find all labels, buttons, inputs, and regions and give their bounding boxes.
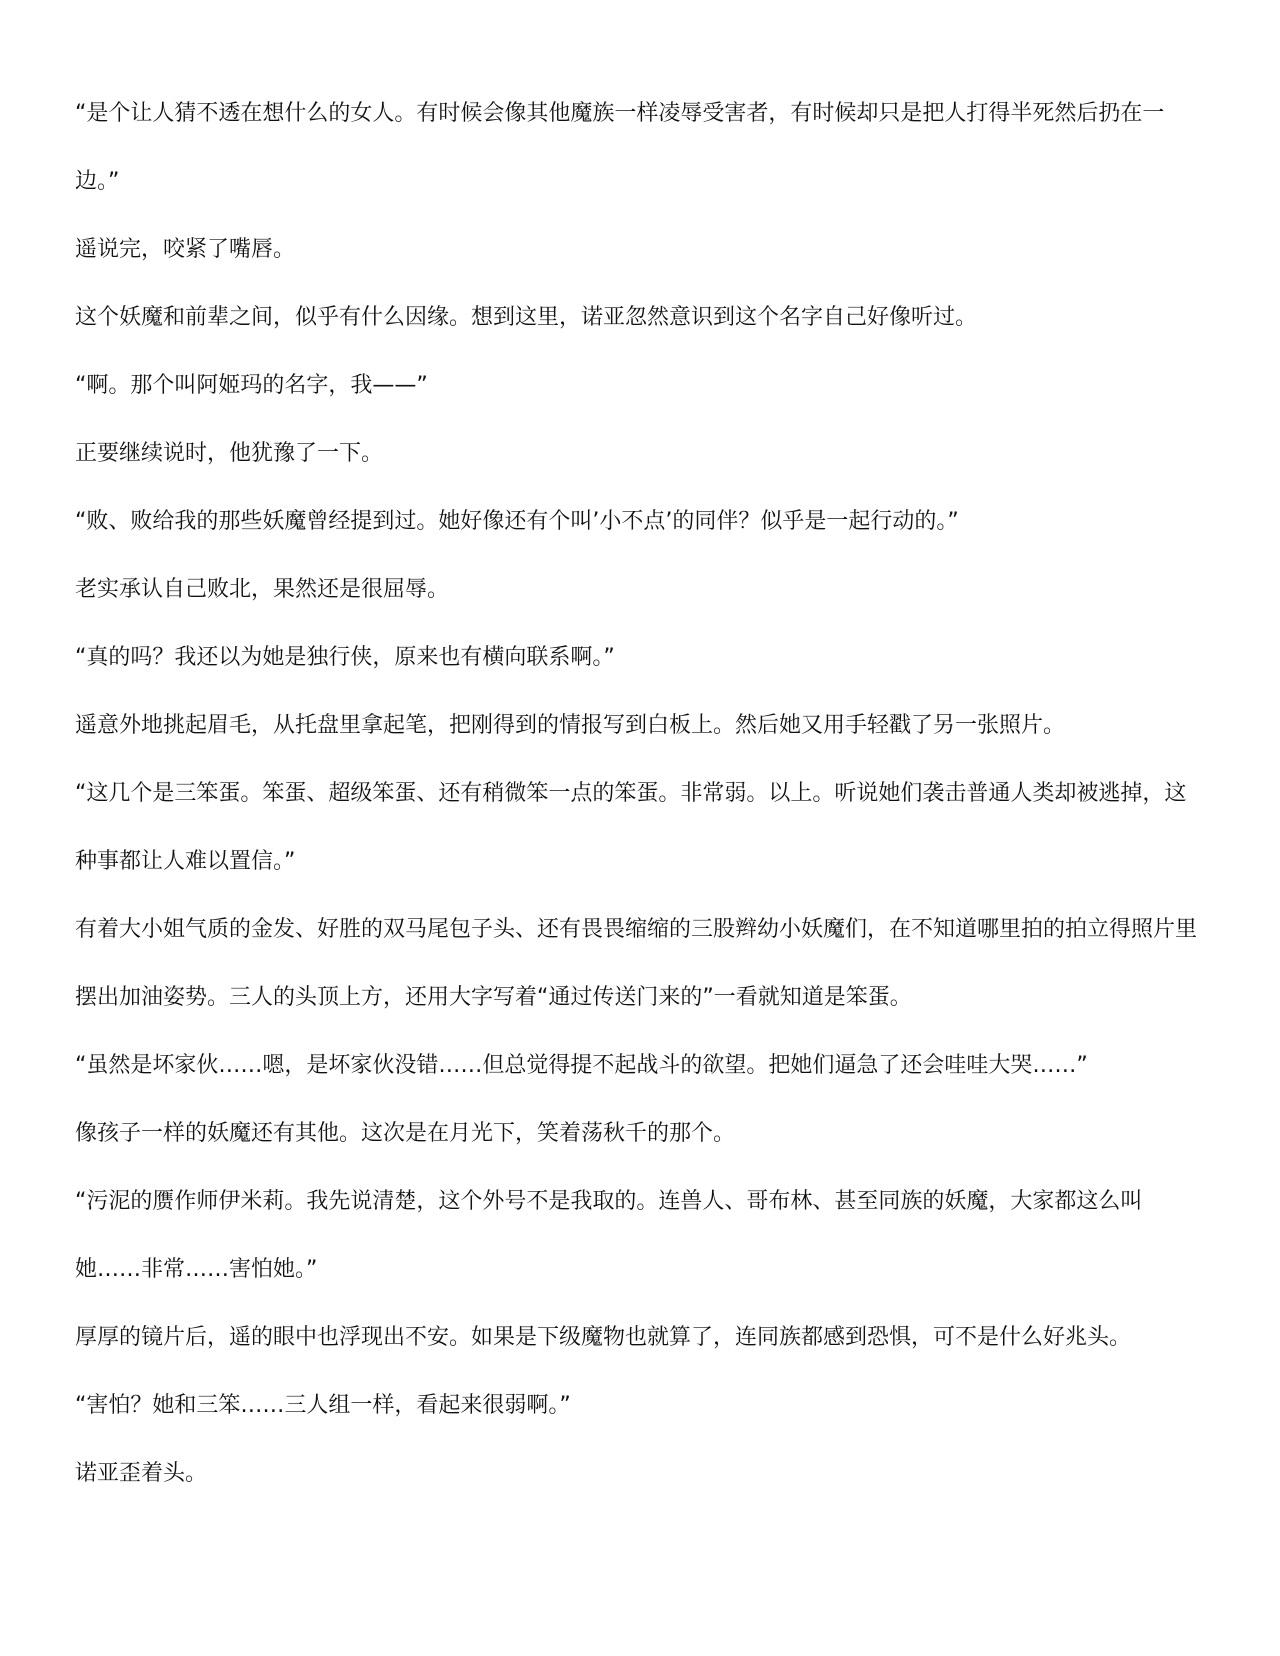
paragraph: 遥说完，咬紧了嘴唇。 xyxy=(75,237,296,262)
paragraph: “是个让人猜不透在想什么的女人。有时候会像其他魔族一样凌辱受害者，有时候却只是把人打得半死然后扔在一边。” xyxy=(75,101,1165,194)
paragraph: 诺亚歪着头。 xyxy=(75,1461,208,1486)
paragraph: “这几个是三笨蛋。笨蛋、超级笨蛋、还有稍微笨一点的笨蛋。非常弱。以上。听说她们袭击普通人类却被逃掉，这种事都让人难以置信。” xyxy=(75,781,1187,874)
paragraph: “啊。那个叫阿姬玛的名字，我——” xyxy=(75,373,428,398)
paragraph: “真的吗？我还以为她是独行侠，原来也有横向联系啊。” xyxy=(75,645,615,670)
paragraph: 有着大小姐气质的金发、好胜的双马尾包子头、还有畏畏缩缩的三股辫幼小妖魔们，在不知道哪里拍的拍立得照片里摆出加油姿势。三人的头顶上方，还用大字写着“通过传送门来的”一看就知道是笨蛋。 xyxy=(75,917,1198,1010)
paragraph: 老实承认自己败北，果然还是很屈辱。 xyxy=(75,577,450,602)
paragraph: “害怕？她和三笨……三人组一样，看起来很弱啊。” xyxy=(75,1393,571,1418)
document-page xyxy=(75,80,1205,1508)
paragraph: “败、败给我的那些妖魔曾经提到过。她好像还有个叫’小不点’的同伴？似乎是一起行动的。” xyxy=(75,509,959,534)
paragraph: 厚厚的镜片后，遥的眼中也浮现出不安。如果是下级魔物也就算了，连同族都感到恐惧，可不是什么好兆头。 xyxy=(75,1325,1132,1350)
paragraph: “污泥的赝作师伊米莉。我先说清楚，这个外号不是我取的。连兽人、哥布林、甚至同族的妖魔，大家都这么叫她……非常……害怕她。” xyxy=(75,1189,1143,1282)
paragraph: 正要继续说时，他犹豫了一下。 xyxy=(75,441,384,466)
paragraph: “虽然是坏家伙……嗯，是坏家伙没错……但总觉得提不起战斗的欲望。把她们逼急了还会哇哇大哭……” xyxy=(75,1053,1088,1078)
paragraph: 遥意外地挑起眉毛，从托盘里拿起笔，把刚得到的情报写到白板上。然后她又用手轻戳了另一张照片。 xyxy=(75,713,1066,738)
paragraph: 像孩子一样的妖魔还有其他。这次是在月光下，笑着荡秋千的那个。 xyxy=(75,1121,736,1146)
paragraph: 这个妖魔和前辈之间，似乎有什么因缘。想到这里，诺亚忽然意识到这个名字自己好像听过。 xyxy=(75,305,978,330)
